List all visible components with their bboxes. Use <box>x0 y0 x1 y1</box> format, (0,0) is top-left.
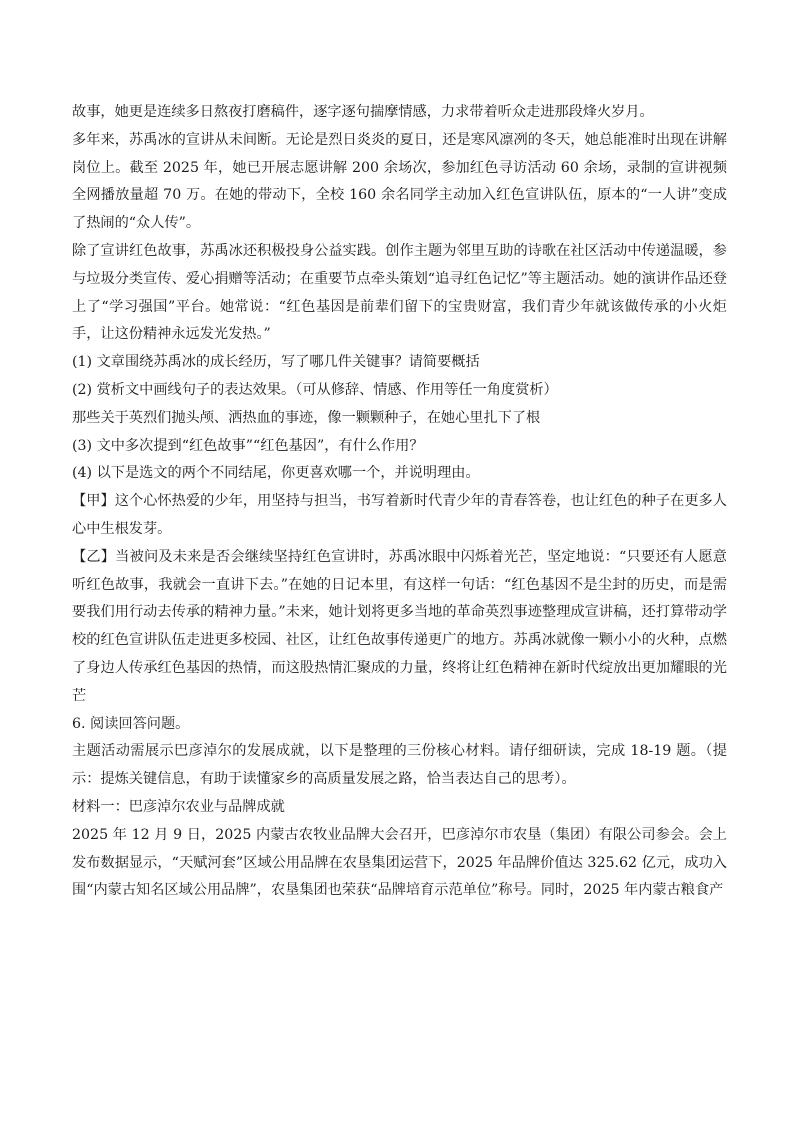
question-6-intro: 主题活动需展示巴彦淖尔的发展成就，以下是整理的三份核心材料。请仔细研读，完成 18-19 题。（提示：提炼关键信息，有助于读懂家乡的高质量发展之路，恰当表达自己的思考）。 <box>72 743 727 788</box>
material-one-title: 材料一：巴彦淖尔农业与品牌成就 <box>72 798 285 815</box>
question-2: (2) 赏析文中画线句子的表达效果。（可从修辞、情感、作用等任一角度赏析） <box>72 381 558 398</box>
ending-option-jia: 【甲】这个心怀热爱的少年，用坚持与担当，书写着新时代青少年的青春答卷，也让红色的种子在更多人心中生根发芽。 <box>72 493 727 537</box>
question-3: (3) 文中多次提到“红色故事”“红色基因”，有什么作用？ <box>72 437 424 454</box>
question-1: (1) 文章围绕苏禹冰的成长经历，写了哪几件关键事？请简要概括 <box>72 354 480 371</box>
question-6-heading: 6. 阅读回答问题。 <box>72 715 190 732</box>
document-body <box>72 99 727 905</box>
question-4: (4) 以下是选文的两个不同结尾，你更喜欢哪一个，并说明理由。 <box>72 465 480 482</box>
ending-option-yi: 【乙】当被问及未来是否会继续坚持红色宣讲时，苏禹冰眼中闪烁着光芒，坚定地说：“只要还有人愿意听红色故事，我就会一直讲下去。”在她的日记本里，有这样一句话：“红色基因不是尘封的历史，而是需要我们用行动去传承的精神力量。”未来，她计划将更多当地的革命英烈事迹整理成宣讲稿，还打算带动学校的红色宣讲队伍走进更多校园、社区，让红色故事传递更广的地方。苏禹冰就像一颗小小的火种，点燃了身边人传承红色基因的热情，而这股热情汇聚成的力量，终将让红色精神在新时代绽放出更加耀眼的光芒 <box>72 548 727 704</box>
paragraph-story-continuation: 故事，她更是连续多日熬夜打磨稿件，逐字逐句揣摩情感，力求带着听众走进那段烽火岁月。 <box>72 104 654 120</box>
paragraph-public-welfare: 除了宣讲红色故事，苏禹冰还积极投身公益实践。创作主题为邻里互助的诗歌在社区活动中传递温暖，参与垃圾分类宣传、爱心捐赠等活动；在重要节点牵头策划“追寻红色记忆”等主题活动。她的演讲作品还登上了“学习强国”平台。她常说：“红色基因是前辈们留下的宝贵财富，我们青少年就该做传承的小火炬手，让这份精神永远发光发热。” <box>72 242 727 343</box>
underlined-sentence: 那些关于英烈们抛头颅、洒热血的事迹，像一颗颗种子，在她心里扎下了根 <box>72 409 541 426</box>
material-one-body: 2025 年 12 月 9 日，2025 内蒙古农牧业品牌大会召开，巴彦淖尔市农垦（集团）有限公司参会。会上发布数据显示，“天赋河套”区域公用品牌在农垦集团运营下，2025 年品牌价值达 325.62 亿元，成功入围“内蒙古知名区域公用品牌”，农垦集团也荣获“品牌培育示范单位”称号。同时，2025 年内蒙古粮食产 <box>72 826 727 899</box>
paragraph-years-of-lecturing: 多年来，苏禹冰的宣讲从未间断。无论是烈日炎炎的夏日，还是寒风凛冽的冬天，她总能准时出现在讲解岗位上。截至 2025 年，她已开展志愿讲解 200 余场次，参加红色寻访活动 60 余场，录制的宣讲视频全网播放量超 70 万。在她的带动下，全校 160 余名同学主动加入红色宣讲队伍，原本的“一人讲”变成了热闹的“众人传”。 <box>72 131 727 232</box>
